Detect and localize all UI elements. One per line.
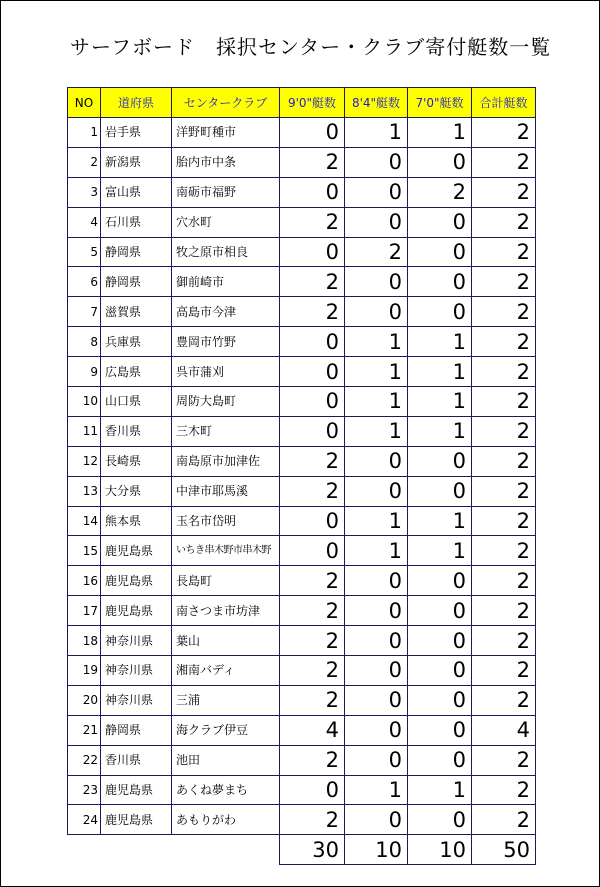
table-row bbox=[68, 715, 536, 745]
row-number: 6 bbox=[68, 267, 101, 297]
header-8-4-count: 8'4"艇数 bbox=[345, 88, 408, 118]
center-club-cell: 海クラブ伊豆 bbox=[172, 715, 280, 745]
count-7-0-cell: 0 bbox=[408, 267, 472, 297]
table-row bbox=[68, 237, 536, 267]
total-count-cell: 2 bbox=[472, 596, 536, 626]
table-row bbox=[68, 327, 536, 357]
total-count-cell: 2 bbox=[472, 446, 536, 476]
prefecture-cell: 鹿児島県 bbox=[101, 536, 172, 566]
table-row bbox=[68, 387, 536, 417]
row-number: 15 bbox=[68, 536, 101, 566]
total-count-cell: 4 bbox=[472, 715, 536, 745]
count-7-0-cell: 2 bbox=[408, 177, 472, 207]
center-club-cell: 牧之原市相良 bbox=[172, 237, 280, 267]
count-9-0-cell: 2 bbox=[280, 745, 345, 775]
total-count-cell: 2 bbox=[472, 775, 536, 805]
row-number: 21 bbox=[68, 715, 101, 745]
center-club-cell: 御前崎市 bbox=[172, 267, 280, 297]
prefecture-cell: 大分県 bbox=[101, 476, 172, 506]
prefecture-cell: 香川県 bbox=[101, 416, 172, 446]
center-club-cell: あもりがわ bbox=[172, 805, 280, 835]
total-count-cell: 2 bbox=[472, 237, 536, 267]
center-club-cell: 玉名市岱明 bbox=[172, 506, 280, 536]
count-9-0-cell: 0 bbox=[280, 357, 345, 387]
page-title: サーフボード 採択センター・クラブ寄付艇数一覧 bbox=[70, 35, 552, 59]
count-9-0-cell: 2 bbox=[280, 476, 345, 506]
row-number: 20 bbox=[68, 685, 101, 715]
totals-row bbox=[68, 835, 536, 865]
count-8-4-cell: 0 bbox=[345, 596, 408, 626]
count-7-0-cell: 0 bbox=[408, 476, 472, 506]
count-7-0-cell: 0 bbox=[408, 626, 472, 656]
row-number: 13 bbox=[68, 476, 101, 506]
center-club-cell: 豊岡市竹野 bbox=[172, 327, 280, 357]
prefecture-cell: 鹿児島県 bbox=[101, 596, 172, 626]
boat-count-table bbox=[67, 87, 536, 865]
center-club-cell: 長島町 bbox=[172, 566, 280, 596]
count-8-4-cell: 1 bbox=[345, 387, 408, 417]
table-header-row bbox=[68, 88, 536, 118]
count-8-4-cell: 0 bbox=[345, 656, 408, 686]
count-8-4-cell: 0 bbox=[345, 626, 408, 656]
row-number: 2 bbox=[68, 147, 101, 177]
count-8-4-cell: 0 bbox=[345, 267, 408, 297]
count-8-4-cell: 0 bbox=[345, 566, 408, 596]
count-8-4-cell: 0 bbox=[345, 745, 408, 775]
prefecture-cell: 兵庫県 bbox=[101, 327, 172, 357]
prefecture-cell: 香川県 bbox=[101, 745, 172, 775]
prefecture-cell: 神奈川県 bbox=[101, 626, 172, 656]
prefecture-cell: 新潟県 bbox=[101, 147, 172, 177]
total-count-cell: 2 bbox=[472, 267, 536, 297]
prefecture-cell: 神奈川県 bbox=[101, 685, 172, 715]
center-club-cell: いちき串木野市串木野 bbox=[172, 536, 280, 566]
count-7-0-cell: 0 bbox=[408, 656, 472, 686]
count-7-0-cell: 0 bbox=[408, 745, 472, 775]
count-9-0-cell: 0 bbox=[280, 177, 345, 207]
count-9-0-cell: 2 bbox=[280, 147, 345, 177]
count-8-4-cell: 1 bbox=[345, 357, 408, 387]
count-8-4-cell: 0 bbox=[345, 147, 408, 177]
count-7-0-cell: 1 bbox=[408, 536, 472, 566]
prefecture-cell: 神奈川県 bbox=[101, 656, 172, 686]
row-number: 10 bbox=[68, 387, 101, 417]
count-8-4-cell: 0 bbox=[345, 446, 408, 476]
total-count-cell: 2 bbox=[472, 745, 536, 775]
total-count-cell: 2 bbox=[472, 147, 536, 177]
prefecture-cell: 山口県 bbox=[101, 387, 172, 417]
prefecture-cell: 鹿児島県 bbox=[101, 775, 172, 805]
prefecture-cell: 鹿児島県 bbox=[101, 566, 172, 596]
count-9-0-cell: 0 bbox=[280, 775, 345, 805]
count-7-0-cell: 0 bbox=[408, 566, 472, 596]
header-prefecture: 道府県 bbox=[101, 88, 172, 118]
table-row bbox=[68, 207, 536, 237]
row-number: 14 bbox=[68, 506, 101, 536]
total-count-cell: 2 bbox=[472, 207, 536, 237]
count-8-4-cell: 1 bbox=[345, 416, 408, 446]
total-count-cell: 2 bbox=[472, 118, 536, 148]
center-club-cell: あくね夢まち bbox=[172, 775, 280, 805]
count-9-0-cell: 0 bbox=[280, 506, 345, 536]
table-row bbox=[68, 446, 536, 476]
row-number: 23 bbox=[68, 775, 101, 805]
table-row bbox=[68, 685, 536, 715]
row-number: 22 bbox=[68, 745, 101, 775]
prefecture-cell: 広島県 bbox=[101, 357, 172, 387]
row-number: 17 bbox=[68, 596, 101, 626]
count-8-4-cell: 0 bbox=[345, 177, 408, 207]
center-club-cell: 高島市今津 bbox=[172, 297, 280, 327]
total-count-cell: 2 bbox=[472, 506, 536, 536]
count-9-0-cell: 2 bbox=[280, 805, 345, 835]
prefecture-cell: 熊本県 bbox=[101, 506, 172, 536]
count-9-0-cell: 0 bbox=[280, 536, 345, 566]
row-number: 12 bbox=[68, 446, 101, 476]
count-7-0-cell: 1 bbox=[408, 327, 472, 357]
row-number: 11 bbox=[68, 416, 101, 446]
count-8-4-cell: 2 bbox=[345, 237, 408, 267]
total-count-cell: 2 bbox=[472, 476, 536, 506]
count-7-0-cell: 1 bbox=[408, 506, 472, 536]
count-9-0-cell: 0 bbox=[280, 416, 345, 446]
prefecture-cell: 石川県 bbox=[101, 207, 172, 237]
table-row bbox=[68, 805, 536, 835]
center-club-cell: 中津市耶馬溪 bbox=[172, 476, 280, 506]
header-9-0-count: 9'0"艇数 bbox=[280, 88, 345, 118]
count-7-0-cell: 1 bbox=[408, 387, 472, 417]
count-8-4-cell: 1 bbox=[345, 506, 408, 536]
count-7-0-cell: 0 bbox=[408, 685, 472, 715]
total-count-cell: 2 bbox=[472, 297, 536, 327]
row-number: 9 bbox=[68, 357, 101, 387]
table-row bbox=[68, 476, 536, 506]
count-9-0-cell: 0 bbox=[280, 118, 345, 148]
row-number: 16 bbox=[68, 566, 101, 596]
center-club-cell: 湘南バディ bbox=[172, 656, 280, 686]
center-club-cell: 南砺市福野 bbox=[172, 177, 280, 207]
count-7-0-cell: 0 bbox=[408, 596, 472, 626]
center-club-cell: 周防大島町 bbox=[172, 387, 280, 417]
count-8-4-cell: 0 bbox=[345, 805, 408, 835]
table-row bbox=[68, 566, 536, 596]
count-9-0-cell: 0 bbox=[280, 327, 345, 357]
row-number: 7 bbox=[68, 297, 101, 327]
count-7-0-cell: 1 bbox=[408, 357, 472, 387]
total-count-cell: 2 bbox=[472, 327, 536, 357]
center-club-cell: 洋野町種市 bbox=[172, 118, 280, 148]
table-row bbox=[68, 297, 536, 327]
total-count-cell: 2 bbox=[472, 685, 536, 715]
count-9-0-cell: 2 bbox=[280, 297, 345, 327]
row-number: 18 bbox=[68, 626, 101, 656]
center-club-cell: 葉山 bbox=[172, 626, 280, 656]
table-row bbox=[68, 745, 536, 775]
table-row bbox=[68, 147, 536, 177]
blank-cell bbox=[172, 835, 280, 865]
count-7-0-cell: 0 bbox=[408, 207, 472, 237]
count-7-0-cell: 0 bbox=[408, 237, 472, 267]
prefecture-cell: 岩手県 bbox=[101, 118, 172, 148]
table-row bbox=[68, 118, 536, 148]
count-9-0-cell: 4 bbox=[280, 715, 345, 745]
blank-cell bbox=[101, 835, 172, 865]
count-7-0-cell: 0 bbox=[408, 805, 472, 835]
count-9-0-cell: 2 bbox=[280, 267, 345, 297]
count-9-0-cell: 2 bbox=[280, 596, 345, 626]
row-number: 1 bbox=[68, 118, 101, 148]
header-center-club: センタークラブ bbox=[172, 88, 280, 118]
count-8-4-cell: 0 bbox=[345, 685, 408, 715]
table-row bbox=[68, 416, 536, 446]
count-9-0-cell: 2 bbox=[280, 656, 345, 686]
table-row bbox=[68, 596, 536, 626]
total-8-4-cell: 10 bbox=[345, 835, 408, 865]
total-count-cell: 2 bbox=[472, 626, 536, 656]
total-count-cell: 2 bbox=[472, 387, 536, 417]
center-club-cell: 池田 bbox=[172, 745, 280, 775]
total-count-cell: 2 bbox=[472, 656, 536, 686]
total-count-cell: 2 bbox=[472, 416, 536, 446]
center-club-cell: 三木町 bbox=[172, 416, 280, 446]
prefecture-cell: 長崎県 bbox=[101, 446, 172, 476]
count-9-0-cell: 2 bbox=[280, 626, 345, 656]
table-row bbox=[68, 267, 536, 297]
count-8-4-cell: 1 bbox=[345, 775, 408, 805]
row-number: 19 bbox=[68, 656, 101, 686]
center-club-cell: 南さつま市坊津 bbox=[172, 596, 280, 626]
header-total-count: 合計艇数 bbox=[472, 88, 536, 118]
table-row bbox=[68, 506, 536, 536]
count-8-4-cell: 1 bbox=[345, 327, 408, 357]
center-club-cell: 南島原市加津佐 bbox=[172, 446, 280, 476]
row-number: 3 bbox=[68, 177, 101, 207]
table-row bbox=[68, 177, 536, 207]
table-row bbox=[68, 357, 536, 387]
total-count-cell: 2 bbox=[472, 805, 536, 835]
count-8-4-cell: 0 bbox=[345, 207, 408, 237]
header-no: NO bbox=[68, 88, 101, 118]
total-9-0-cell: 30 bbox=[280, 835, 345, 865]
count-8-4-cell: 1 bbox=[345, 536, 408, 566]
prefecture-cell: 鹿児島県 bbox=[101, 805, 172, 835]
blank-cell bbox=[68, 835, 101, 865]
count-7-0-cell: 1 bbox=[408, 416, 472, 446]
table-row bbox=[68, 775, 536, 805]
count-7-0-cell: 0 bbox=[408, 446, 472, 476]
count-7-0-cell: 0 bbox=[408, 715, 472, 745]
count-7-0-cell: 0 bbox=[408, 297, 472, 327]
total-count-cell: 2 bbox=[472, 357, 536, 387]
count-9-0-cell: 0 bbox=[280, 387, 345, 417]
center-club-cell: 呉市蒲刈 bbox=[172, 357, 280, 387]
count-8-4-cell: 0 bbox=[345, 715, 408, 745]
count-8-4-cell: 0 bbox=[345, 476, 408, 506]
count-9-0-cell: 2 bbox=[280, 685, 345, 715]
prefecture-cell: 静岡県 bbox=[101, 715, 172, 745]
center-club-cell: 三浦 bbox=[172, 685, 280, 715]
center-club-cell: 穴水町 bbox=[172, 207, 280, 237]
total-count-cell: 2 bbox=[472, 566, 536, 596]
count-8-4-cell: 1 bbox=[345, 118, 408, 148]
count-8-4-cell: 0 bbox=[345, 297, 408, 327]
total-7-0-cell: 10 bbox=[408, 835, 472, 865]
count-7-0-cell: 1 bbox=[408, 775, 472, 805]
prefecture-cell: 滋賀県 bbox=[101, 297, 172, 327]
prefecture-cell: 富山県 bbox=[101, 177, 172, 207]
total-count-cell: 2 bbox=[472, 536, 536, 566]
row-number: 24 bbox=[68, 805, 101, 835]
count-9-0-cell: 2 bbox=[280, 207, 345, 237]
table-row bbox=[68, 656, 536, 686]
table-row bbox=[68, 626, 536, 656]
total-count-cell: 2 bbox=[472, 177, 536, 207]
count-7-0-cell: 0 bbox=[408, 147, 472, 177]
count-9-0-cell: 0 bbox=[280, 237, 345, 267]
prefecture-cell: 静岡県 bbox=[101, 267, 172, 297]
count-9-0-cell: 2 bbox=[280, 566, 345, 596]
row-number: 4 bbox=[68, 207, 101, 237]
row-number: 8 bbox=[68, 327, 101, 357]
table-row bbox=[68, 536, 536, 566]
row-number: 5 bbox=[68, 237, 101, 267]
prefecture-cell: 静岡県 bbox=[101, 237, 172, 267]
center-club-cell: 胎内市中条 bbox=[172, 147, 280, 177]
count-7-0-cell: 1 bbox=[408, 118, 472, 148]
count-9-0-cell: 2 bbox=[280, 446, 345, 476]
grand-total-cell: 50 bbox=[472, 835, 536, 865]
header-7-0-count: 7'0"艇数 bbox=[408, 88, 472, 118]
